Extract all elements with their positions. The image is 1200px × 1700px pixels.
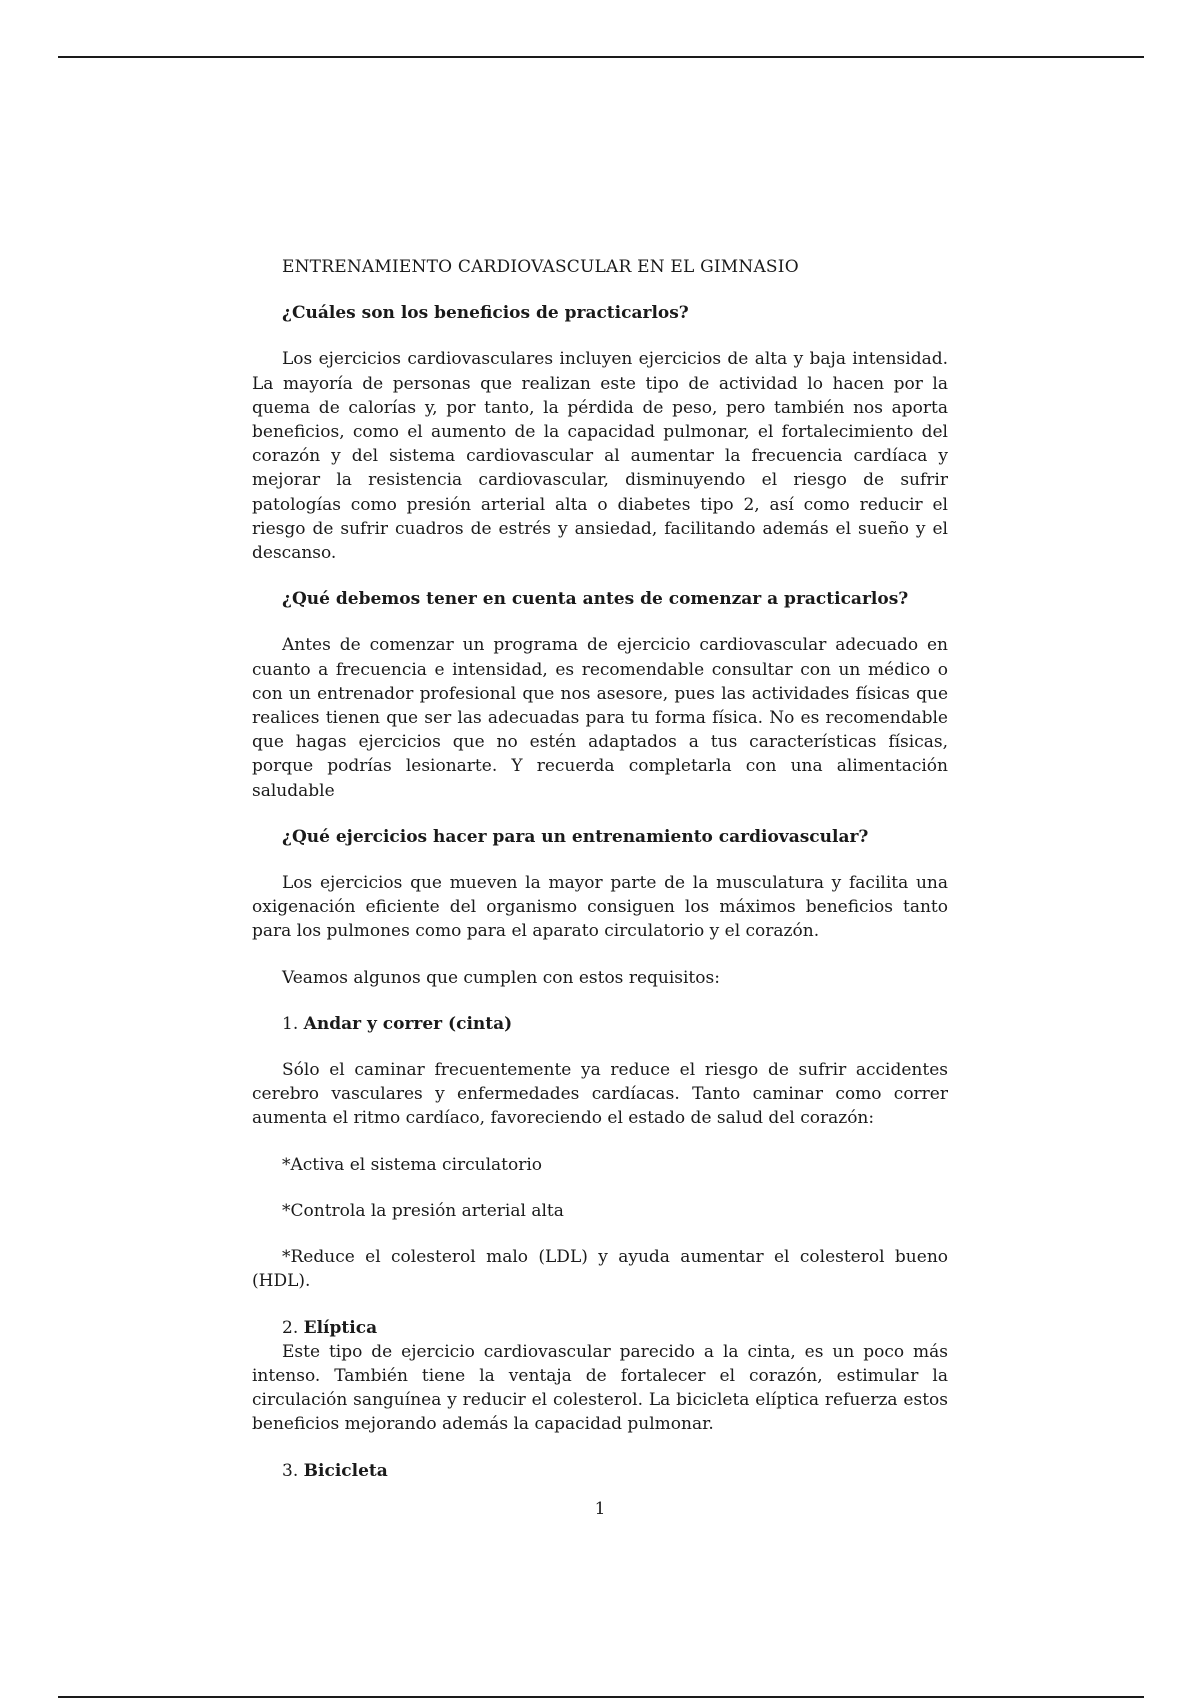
section-heading-precautions: ¿Qué debemos tener en cuenta antes de comenzar a practicarlos?: [282, 589, 909, 610]
section-heading-exercises: ¿Qué ejercicios hacer para un entrenamiento cardiovascular?: [282, 826, 869, 847]
exercise-heading-bicycle: [282, 1459, 948, 1483]
bottom-rule: [58, 1696, 1144, 1698]
top-rule: [58, 56, 1144, 58]
exercise-paragraph-walk-run: Sólo el caminar frecuentemente ya reduce el riesgo de sufrir accidentes cerebro vasculares y enfermedades cardíacas. Tanto caminar como correr aumenta el ritmo cardíaco, favoreciendo el estado de salud del corazón:: [252, 1060, 948, 1129]
exercise-heading-walk-run: [282, 1012, 948, 1036]
bullet-item: *Reduce el colesterol malo (LDL) y ayuda aumentar el colesterol bueno (HDL).: [252, 1247, 948, 1292]
exercise-number: 3.: [282, 1460, 299, 1481]
section-intro-exercises: Veamos algunos que cumplen con estos requisitos:: [282, 967, 720, 988]
exercise-heading-elliptical: [282, 1316, 948, 1340]
bullet-item: *Controla la presión arterial alta: [282, 1200, 564, 1221]
section-paragraph-precautions: Antes de comenzar un programa de ejercicio cardiovascular adecuado en cuanto a frecuencia e intensidad, es recomendable consultar con un médico o con un entrenador profesional que nos asesore, pues las actividades físicas que realices tienen que ser las adecuadas para tu forma física. No es recomendable que hagas ejercicios que no estén adaptados a tus características físicas, porque podrías lesionarte. Y recuerda completarla con una alimentación saludable: [252, 635, 948, 801]
section-heading-benefits: ¿Cuáles son los beneficios de practicarlos?: [282, 303, 689, 324]
exercise-paragraph-elliptical: Este tipo de ejercicio cardiovascular parecido a la cinta, es un poco más intenso. También tiene la ventaja de fortalecer el corazón, estimular la circulación sanguínea y reducir el colesterol. La bicicleta elíptica refuerza estos beneficios mejorando además la capacidad pulmonar.: [252, 1341, 948, 1435]
page-number: 1: [594, 1499, 606, 1519]
exercise-name: Bicicleta: [303, 1460, 388, 1481]
section-paragraph-benefits: Los ejercicios cardiovasculares incluyen ejercicios de alta y baja intensidad. La mayoría de personas que realizan este tipo de actividad lo hacen por la quema de calorías y, por tanto, la pérdida de peso, pero también nos aporta beneficios, como el aumento de la capacidad pulmonar, el fortalecimiento del corazón y del sistema cardiovascular al aumentar la frecuencia cardíaca y mejorar la resistencia cardiovascular, disminuyendo el riesgo de sufrir patologías como presión arterial alta o diabetes tipo 2, así como reducir el riesgo de sufrir cuadros de estrés y ansiedad, facilitando además el sueño y el descanso.: [252, 349, 948, 564]
section-paragraph-exercises: Los ejercicios que mueven la mayor parte de la musculatura y facilita una oxigenación eficiente del organismo consiguen los máximos beneficios tanto para los pulmones como para el aparato circulatorio y el corazón.: [252, 873, 948, 942]
exercise-number: 2.: [282, 1317, 299, 1338]
page-content: [252, 255, 948, 1505]
exercise-number: 1.: [282, 1013, 299, 1034]
exercise-name: Andar y correr (cinta): [303, 1013, 513, 1034]
document-title: ENTRENAMIENTO CARDIOVASCULAR EN EL GIMNASIO: [282, 257, 799, 277]
exercise-name: Elíptica: [303, 1317, 378, 1338]
bullet-item: *Activa el sistema circulatorio: [282, 1154, 543, 1175]
